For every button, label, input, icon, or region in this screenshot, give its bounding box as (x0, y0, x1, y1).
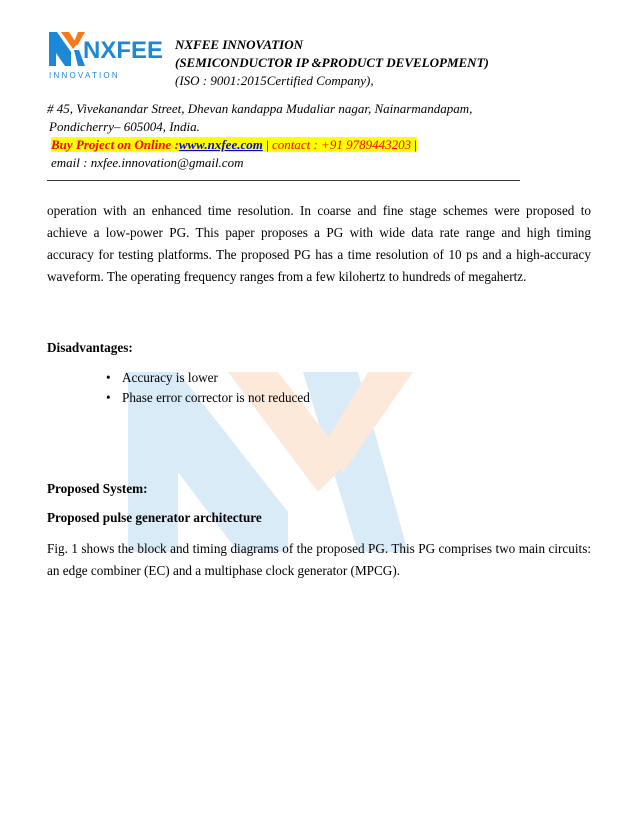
contact-number: contact : +91 9789443203 (271, 137, 412, 152)
address-line-2: Pondicherry– 605004, India. (49, 119, 200, 134)
company-info (175, 36, 489, 90)
proposed-system-heading: Proposed System: (47, 481, 148, 496)
address-block (47, 100, 607, 172)
disadvantages-list (106, 368, 310, 408)
email-line: email : nxfee.innovation@gmail.com (51, 155, 244, 170)
company-tagline: (SEMICONDUCTOR IP &PRODUCT DEVELOPMENT) (175, 55, 489, 70)
website-link[interactable]: www.nxfee.com (178, 137, 263, 152)
fig-paragraph: Fig. 1 shows the block and timing diagrams of the proposed PG. This PG comprises two main circuits: an edge combiner (EC) and a multiphase clock generator (MPCG). (47, 541, 591, 578)
buy-project-label: Buy Project on Online : (51, 137, 179, 152)
address-line-1: # 45, Vivekanandar Street, Dhevan kandappa Mudaliar nagar, Nainarmandapam, (47, 101, 473, 116)
intro-paragraph: operation with an enhanced time resolution. In coarse and fine stage schemes were proposed to achieve a low-power PG. This paper proposes a PG with wide data rate range and high timing accuracy for testing platforms. The proposed PG has a time resolution of 10 ps and a high-accuracy waveform. The operating frequency ranges from a few kilohertz to hundreds of megahertz. (47, 203, 591, 284)
company-logo (47, 26, 172, 81)
header-divider (47, 180, 520, 181)
logo-subtext: I N N O V A T I O N (49, 71, 118, 80)
logo-text: NXFEE (83, 37, 164, 64)
disadvantages-heading: Disadvantages: (47, 340, 133, 355)
architecture-heading: Proposed pulse generator architecture (47, 510, 262, 525)
certification: (ISO : 9001:2015Certified Company), (175, 73, 374, 88)
contact-line (47, 136, 607, 154)
list-item: • Phase error corrector is not reduced (106, 388, 310, 408)
separator: | (266, 137, 269, 152)
company-name: NXFEE INNOVATION (175, 37, 303, 52)
separator-2: | (414, 137, 417, 152)
nx-mark-icon (49, 32, 85, 66)
list-item: • Accuracy is lower (106, 368, 310, 388)
